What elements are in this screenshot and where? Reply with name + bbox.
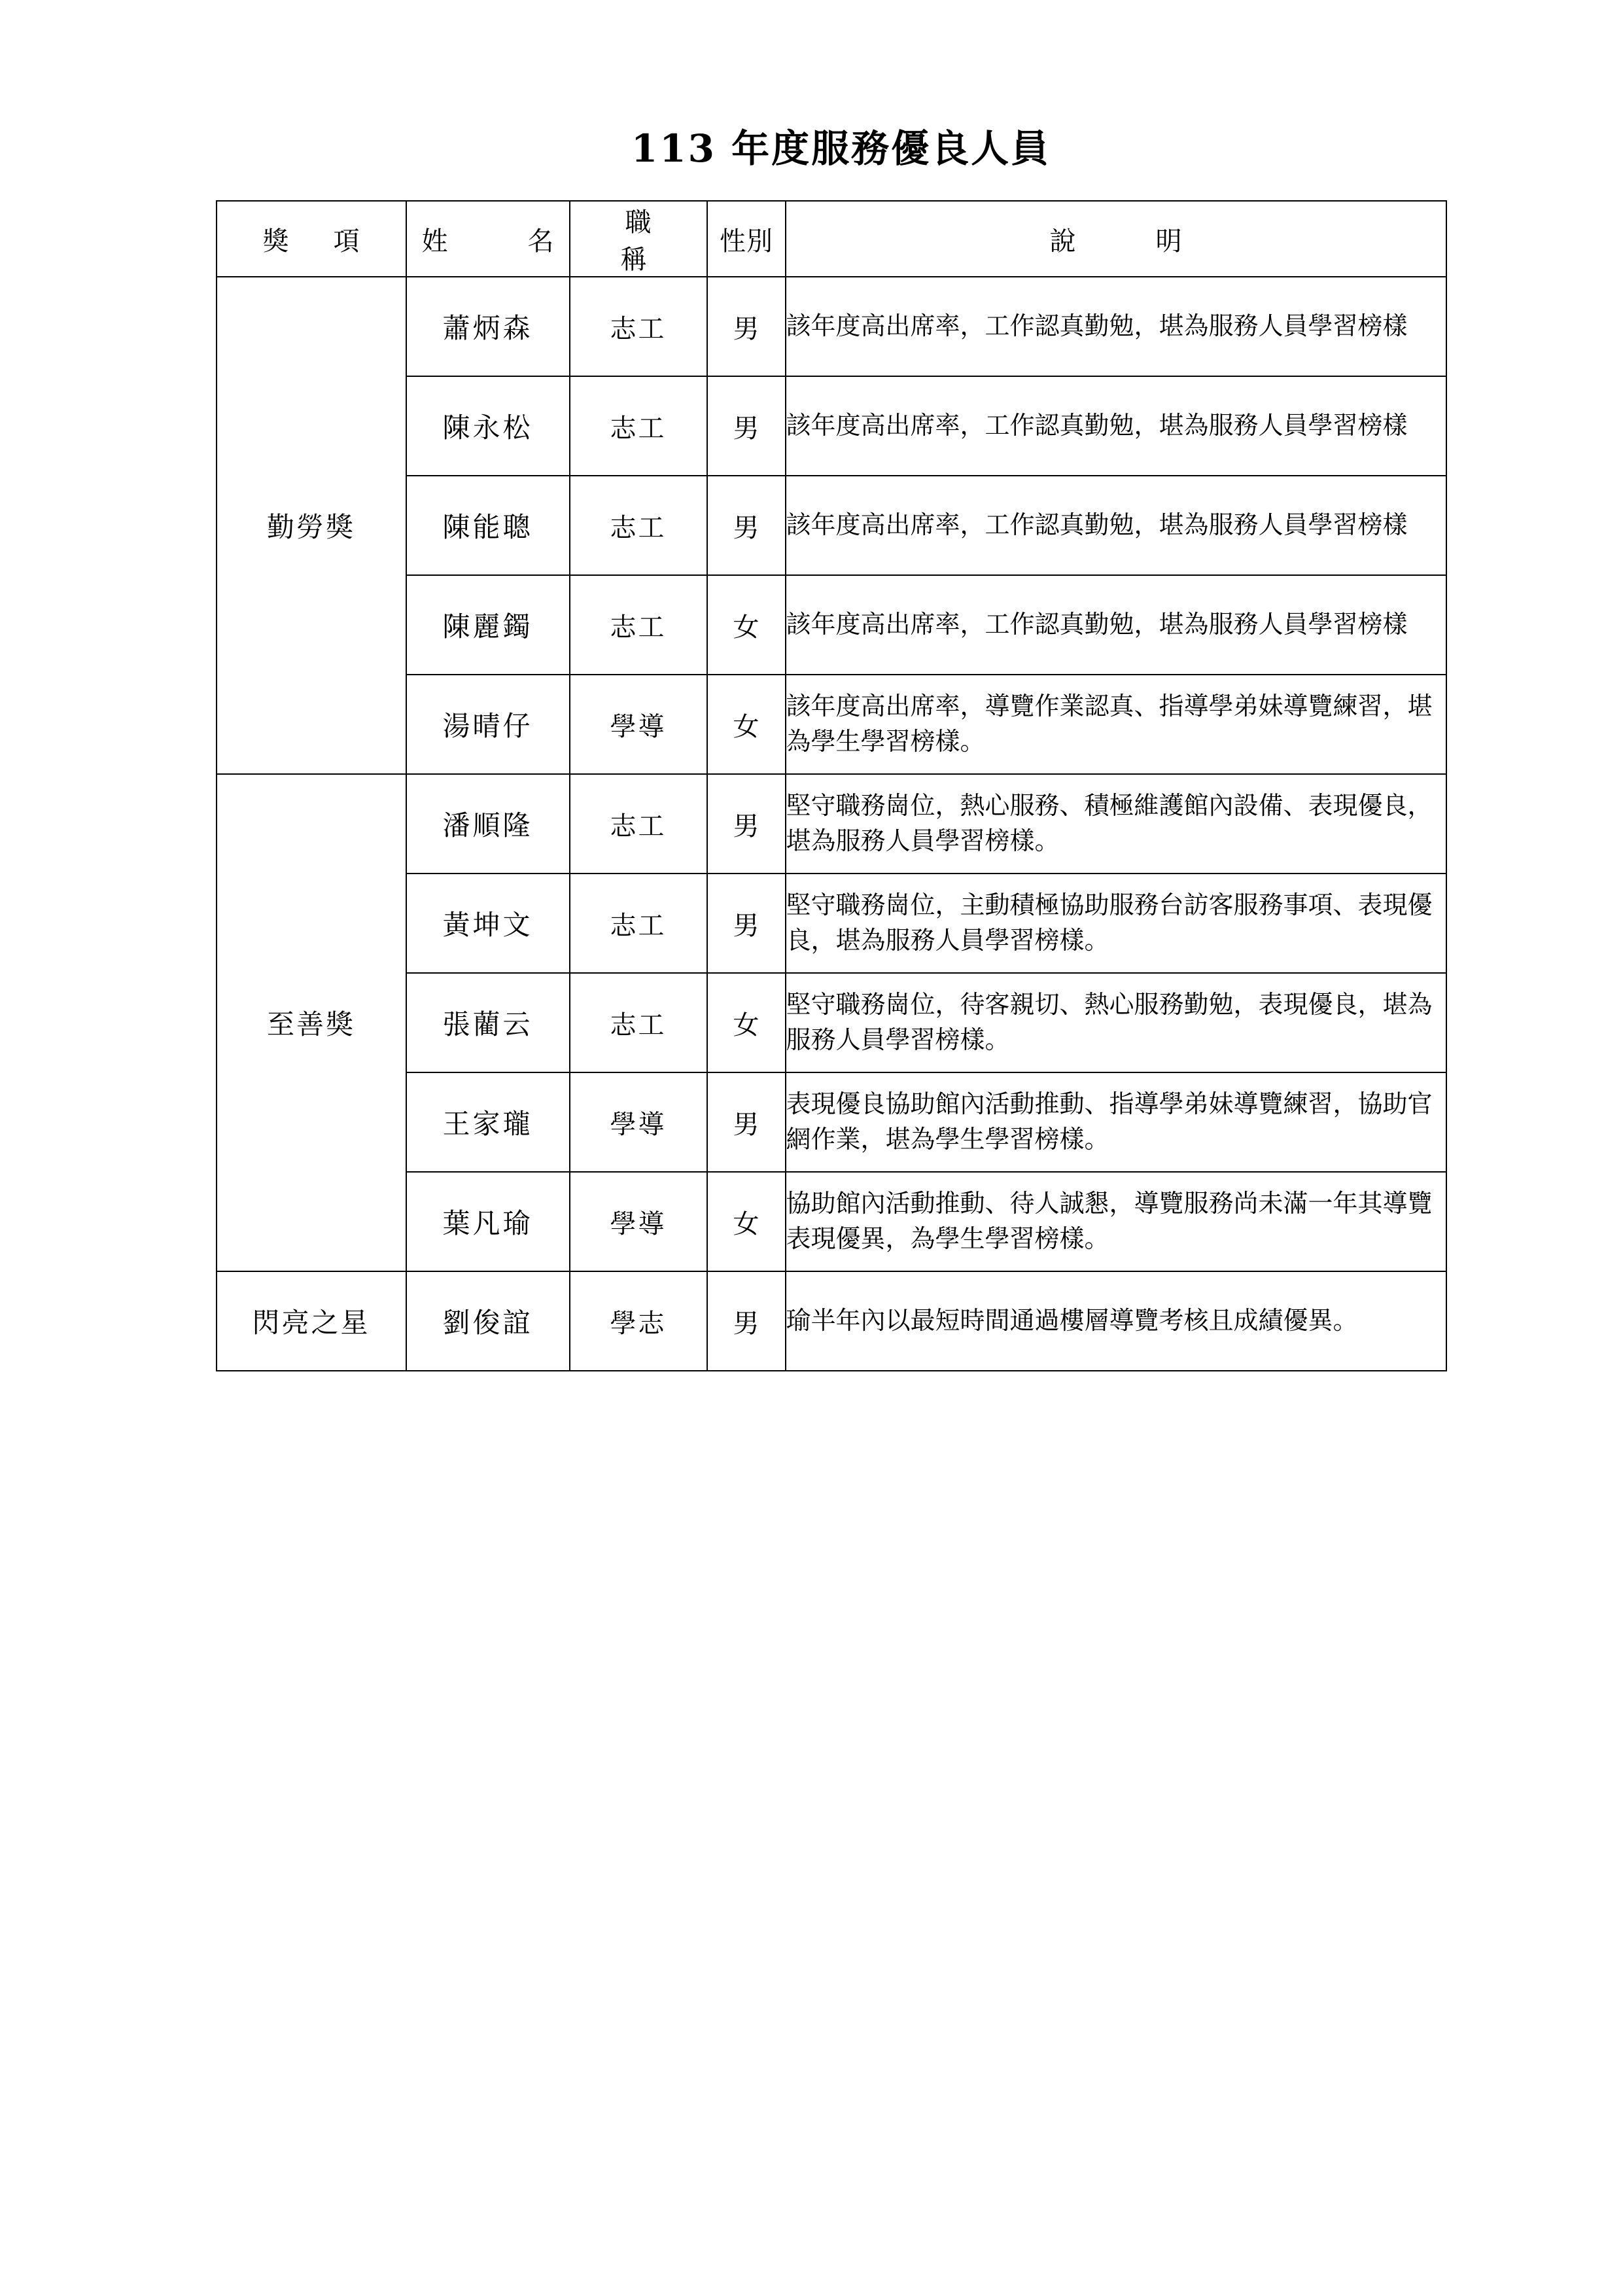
person-name: 劉俊誼	[406, 1271, 570, 1371]
person-name: 陳能聰	[406, 476, 570, 575]
person-gender: 男	[707, 277, 786, 376]
person-description: 協助館內活動推動、待人誠懇，導覽服務尚未滿一年其導覽表現優異，為學生學習榜樣。	[786, 1172, 1446, 1271]
person-description: 該年度高出席率，工作認真勤勉，堪為服務人員學習榜樣	[786, 476, 1446, 575]
person-gender: 男	[707, 1271, 786, 1371]
person-name: 葉凡瑜	[406, 1172, 570, 1271]
person-job-title: 志工	[570, 376, 707, 476]
person-gender: 男	[707, 1072, 786, 1172]
person-job-title: 學導	[570, 1072, 707, 1172]
table-row	[217, 277, 1446, 376]
person-gender: 男	[707, 874, 786, 973]
table-row	[217, 1271, 1446, 1371]
person-job-title: 志工	[570, 774, 707, 874]
header-description: 說 明	[786, 201, 1446, 277]
header-gender: 性別	[707, 201, 786, 277]
person-name: 王家瓏	[406, 1072, 570, 1172]
person-description: 堅守職務崗位，主動積極協助服務台訪客服務事項、表現優良，堪為服務人員學習榜樣。	[786, 874, 1446, 973]
table-body	[217, 277, 1446, 1371]
person-name: 潘順隆	[406, 774, 570, 874]
person-gender: 女	[707, 675, 786, 774]
award-table	[216, 200, 1447, 1371]
person-gender: 女	[707, 973, 786, 1072]
person-job-title: 學導	[570, 1172, 707, 1271]
person-description: 堅守職務崗位，熱心服務、積極維護館內設備、表現優良，堪為服務人員學習榜樣。	[786, 774, 1446, 874]
person-description: 表現優良協助館內活動推動、指導學弟妹導覽練習，協助官網作業，堪為學生學習榜樣。	[786, 1072, 1446, 1172]
table-header-row	[217, 201, 1446, 277]
person-name: 陳麗鐲	[406, 575, 570, 675]
person-description: 該年度高出席率，導覽作業認真、指導學弟妹導覽練習，堪為學生學習榜樣。	[786, 675, 1446, 774]
person-description: 瑜半年內以最短時間通過樓層導覽考核且成績優異。	[786, 1271, 1446, 1371]
person-description: 該年度高出席率，工作認真勤勉，堪為服務人員學習榜樣	[786, 277, 1446, 376]
table-row	[217, 774, 1446, 874]
person-job-title: 學志	[570, 1271, 707, 1371]
person-gender: 男	[707, 376, 786, 476]
person-name: 張藺云	[406, 973, 570, 1072]
person-job-title: 志工	[570, 476, 707, 575]
person-job-title: 學導	[570, 675, 707, 774]
award-group-label: 閃亮之星	[217, 1271, 406, 1371]
header-name: 姓 名	[406, 201, 570, 277]
award-group-label: 至善獎	[217, 774, 406, 1271]
person-name: 陳永松	[406, 376, 570, 476]
person-name: 蕭炳森	[406, 277, 570, 376]
person-description: 堅守職務崗位，待客親切、熱心服務勤勉，表現優良，堪為服務人員學習榜樣。	[786, 973, 1446, 1072]
person-gender: 男	[707, 774, 786, 874]
person-name: 黃坤文	[406, 874, 570, 973]
person-name: 湯晴仔	[406, 675, 570, 774]
award-group-label: 勤勞獎	[217, 277, 406, 774]
person-gender: 女	[707, 1172, 786, 1271]
person-description: 該年度高出席率，工作認真勤勉，堪為服務人員學習榜樣	[786, 376, 1446, 476]
person-job-title: 志工	[570, 874, 707, 973]
person-job-title: 志工	[570, 973, 707, 1072]
person-job-title: 志工	[570, 575, 707, 675]
person-description: 該年度高出席率，工作認真勤勉，堪為服務人員學習榜樣	[786, 575, 1446, 675]
page-title: 113 年度服務優良人員	[631, 126, 1051, 171]
person-gender: 男	[707, 476, 786, 575]
table-header	[217, 201, 1446, 277]
person-gender: 女	[707, 575, 786, 675]
header-award: 獎 項	[217, 201, 406, 277]
header-job-title: 職 稱	[570, 201, 707, 277]
person-job-title: 志工	[570, 277, 707, 376]
